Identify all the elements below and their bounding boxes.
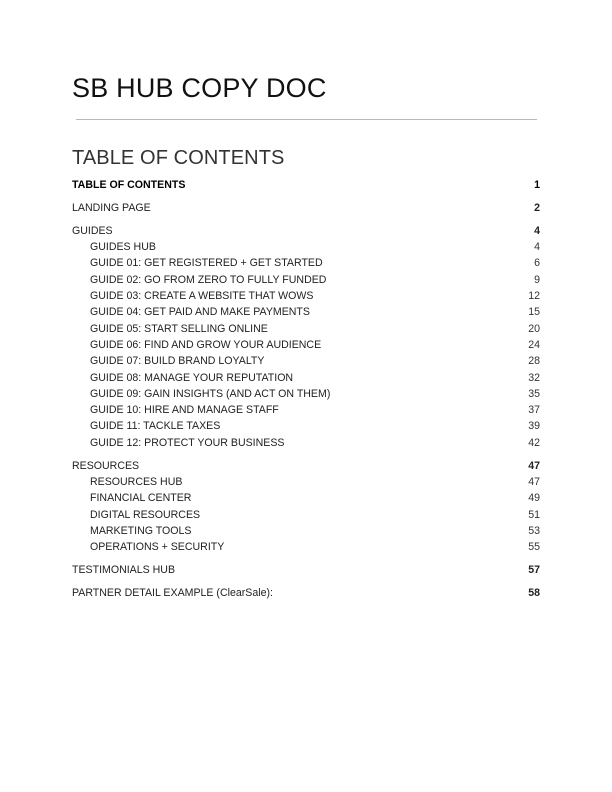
- toc-subentry-label: GUIDE 12: PROTECT YOUR BUSINESS: [90, 436, 285, 449]
- toc-subentry-page: 37: [528, 404, 540, 417]
- title-divider: [76, 119, 537, 120]
- toc-entry-table-of-contents[interactable]: [72, 177, 540, 193]
- toc-entry-page: 47: [528, 459, 540, 472]
- toc-entry-landing-page[interactable]: [72, 200, 540, 216]
- toc-subentry-label: OPERATIONS + SECURITY: [90, 541, 225, 554]
- table-of-contents: [72, 177, 540, 601]
- toc-subentry-page: 55: [528, 541, 540, 554]
- toc-subentry-page: 12: [528, 290, 540, 303]
- toc-subentry-guide-04[interactable]: [72, 304, 540, 320]
- toc-entry-testimonials-hub[interactable]: [72, 562, 540, 578]
- toc-subentry-guide-10[interactable]: [72, 402, 540, 418]
- toc-subentry-guide-09[interactable]: [72, 386, 540, 402]
- toc-subentry-page: 6: [534, 257, 540, 270]
- document-title: SB HUB COPY DOC: [72, 73, 327, 103]
- toc-subentry-label: GUIDE 03: CREATE A WEBSITE THAT WOWS: [90, 290, 314, 303]
- toc-subentry-guide-07[interactable]: [72, 353, 540, 369]
- toc-subentry-label: DIGITAL RESOURCES: [90, 508, 201, 521]
- toc-subentry-guides-hub[interactable]: [72, 239, 540, 255]
- toc-subentry-page: 32: [528, 371, 540, 384]
- toc-subentry-label: MARKETING TOOLS: [90, 524, 192, 537]
- toc-subentry-page: 49: [528, 492, 540, 505]
- toc-entry-page: 58: [528, 587, 540, 600]
- toc-subentry-guide-12[interactable]: [72, 435, 540, 451]
- toc-subentry-page: 28: [528, 355, 540, 368]
- toc-entry-label: TESTIMONIALS HUB: [72, 564, 176, 577]
- toc-heading: TABLE OF CONTENTS: [72, 147, 285, 169]
- toc-entry-partner-detail[interactable]: [72, 585, 540, 601]
- toc-subentry-guide-06[interactable]: [72, 337, 540, 353]
- toc-subentry-page: 4: [534, 241, 540, 254]
- toc-subentry-page: 24: [528, 338, 540, 351]
- toc-subentry-label: GUIDE 10: HIRE AND MANAGE STAFF: [90, 404, 279, 417]
- toc-subentry-operations-security[interactable]: [72, 539, 540, 555]
- toc-subentry-page: 47: [528, 476, 540, 488]
- toc-entry-label: PARTNER DETAIL EXAMPLE (ClearSale):: [72, 587, 273, 600]
- toc-subentry-page: 15: [528, 306, 540, 319]
- toc-subentry-label: GUIDE 04: GET PAID AND MAKE PAYMENTS: [90, 306, 310, 319]
- toc-subentry-label: GUIDE 11: TACKLE TAXES: [90, 420, 221, 433]
- toc-subentry-page: 53: [528, 524, 540, 537]
- toc-subentry-page: 42: [528, 436, 540, 449]
- toc-subentry-label: GUIDE 06: FIND AND GROW YOUR AUDIENCE: [90, 338, 322, 351]
- toc-subentry-guide-08[interactable]: [72, 370, 540, 386]
- toc-subentry-page: 39: [528, 420, 540, 433]
- toc-entry-page: 4: [534, 224, 540, 237]
- toc-subentry-page: 51: [528, 508, 540, 521]
- toc-entry-page: 57: [528, 564, 540, 577]
- toc-entry-page: 1: [534, 179, 540, 191]
- toc-entry-label: RESOURCES: [72, 459, 140, 472]
- toc-subentry-label: RESOURCES HUB: [90, 476, 183, 488]
- toc-subentry-guide-01[interactable]: [72, 255, 540, 271]
- toc-subentry-guide-11[interactable]: [72, 418, 540, 434]
- toc-subentry-label: GUIDE 09: GAIN INSIGHTS (AND ACT ON THEM): [90, 387, 331, 400]
- toc-entry-page: 2: [534, 201, 540, 214]
- toc-subentry-page: 35: [528, 387, 540, 400]
- toc-entry-guides[interactable]: [72, 223, 540, 239]
- toc-entry-label: TABLE OF CONTENTS: [72, 179, 186, 191]
- toc-subentry-label: GUIDE 05: START SELLING ONLINE: [90, 322, 268, 335]
- toc-subentry-financial-center[interactable]: [72, 490, 540, 506]
- toc-subentry-label: GUIDES HUB: [90, 241, 156, 254]
- toc-subentry-label: GUIDE 01: GET REGISTERED + GET STARTED: [90, 257, 323, 270]
- toc-subentry-guide-05[interactable]: [72, 321, 540, 337]
- toc-entry-label: LANDING PAGE: [72, 201, 151, 214]
- toc-subentry-digital-resources[interactable]: [72, 507, 540, 523]
- toc-entry-label: GUIDES: [72, 224, 113, 237]
- toc-subentry-label: FINANCIAL CENTER: [90, 492, 192, 505]
- toc-subentry-label: GUIDE 02: GO FROM ZERO TO FULLY FUNDED: [90, 273, 327, 286]
- toc-subentry-page: 20: [528, 322, 540, 335]
- toc-subentry-resources-hub[interactable]: [72, 474, 540, 490]
- toc-subentry-label: GUIDE 07: BUILD BRAND LOYALTY: [90, 355, 265, 368]
- toc-subentry-marketing-tools[interactable]: [72, 523, 540, 539]
- toc-subentry-page: 9: [534, 273, 540, 286]
- toc-entry-resources[interactable]: [72, 458, 540, 474]
- toc-subentry-label: GUIDE 08: MANAGE YOUR REPUTATION: [90, 371, 294, 384]
- toc-subentry-guide-03[interactable]: [72, 288, 540, 304]
- toc-subentry-guide-02[interactable]: [72, 272, 540, 288]
